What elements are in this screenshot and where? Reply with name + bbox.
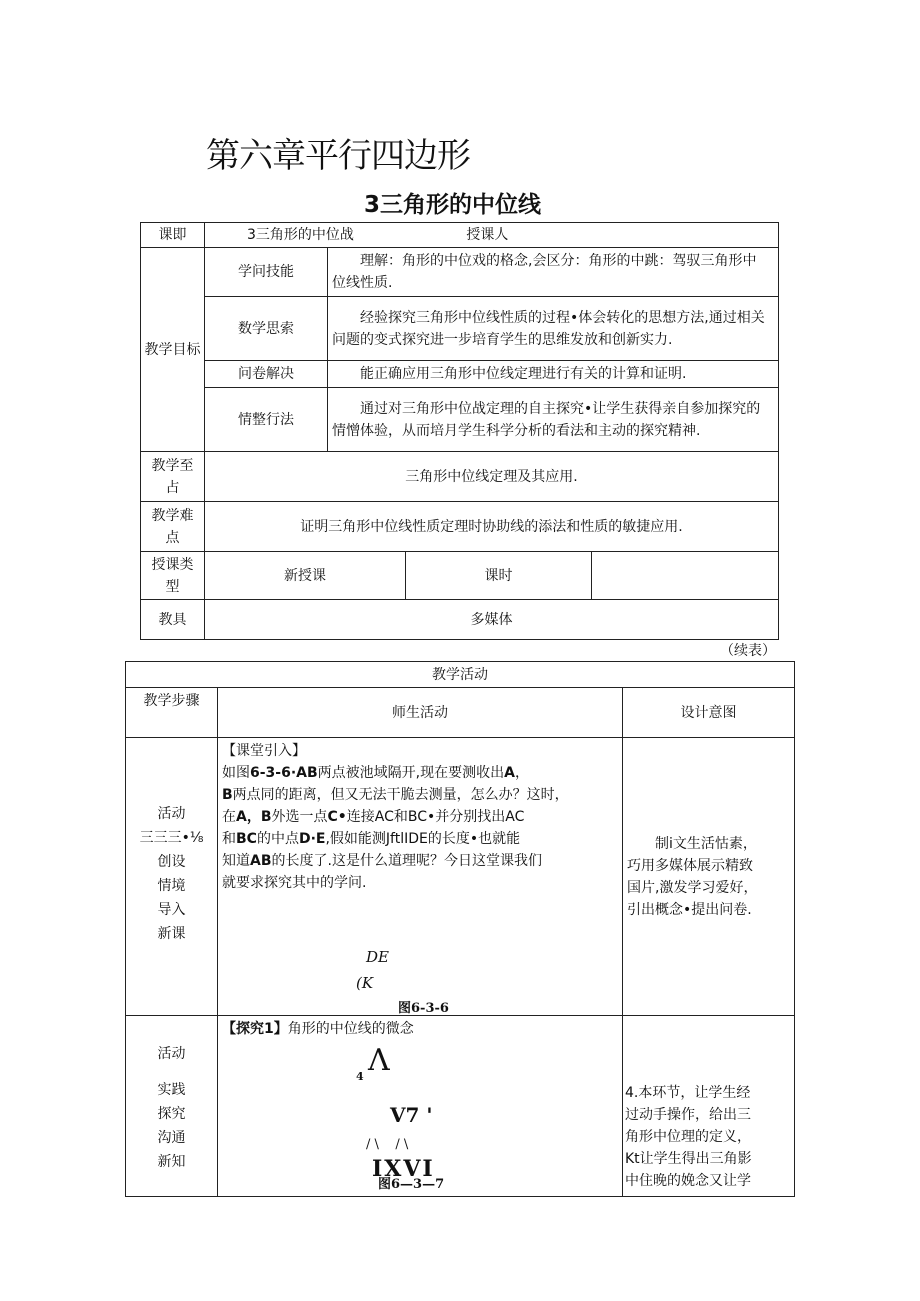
fig2-caption: 图6—3—7 bbox=[378, 1177, 445, 1192]
fig2-apex-a: Λ bbox=[368, 1043, 390, 1078]
key-point-text: 三角形中位线定理及其应用. bbox=[205, 452, 779, 502]
act2-step: 活动 实践 探究 沟通 新知 bbox=[126, 1016, 218, 1197]
act1-line: B两点同的距离，但又无法干脆去测量，怎么办？这时， bbox=[222, 787, 569, 803]
act1-design: 制i文生活怙素， 巧用多媒体展示精致 国片,激发学习爱好， 引出概念•提出问卷. bbox=[623, 738, 795, 1016]
class-type-value: 新授课 bbox=[205, 552, 406, 600]
goal-text-knowledge: 理解：角形的中位戏的格念,会区分：角形的中跳：驾驭三角形中位线性质. bbox=[328, 248, 779, 297]
fig1-label-k: (K bbox=[356, 974, 374, 992]
goal-label-emotion: 情整行法 bbox=[205, 388, 328, 452]
fig2-label-v7: V7 ' bbox=[390, 1103, 433, 1127]
col-design-header: 设计意图 bbox=[623, 688, 795, 738]
continued-note: （续表） bbox=[720, 643, 776, 659]
act2-activity bbox=[218, 1016, 623, 1197]
section-title: 3三角形的中位线 bbox=[364, 192, 542, 218]
lesson-label: 课即 bbox=[141, 223, 205, 248]
goal-text-emotion: 通过对三角形中位战定理的自主探究•让学生获得亲自参加探究的情憎体验，从而培月学生科学分析的看法和主动的探究精神. bbox=[328, 388, 779, 452]
tools-value: 多媒体 bbox=[205, 600, 779, 640]
activity-table bbox=[125, 661, 795, 1197]
goal-text-thinking: 经验探究三角形中位线性质的过程•体会转化的思想方法,通过相关问题的变式探究进一步培育学生的思维发放和创新实力. bbox=[328, 297, 779, 361]
act1-heading: 【课堂引入】 bbox=[222, 743, 306, 759]
act2-design: 4.本环节，让学生经 过动手操作，给出三 角形中位理的定义， Kt让学生得出三角影 中住晚的娩念又让学 bbox=[623, 1016, 795, 1197]
goal-text-problem: 能正确应用三角形中位线定理进行有关的计算和证明. bbox=[328, 361, 779, 388]
col-step-header: 教学步骤 bbox=[126, 688, 218, 738]
act1-line: 知道AB的长度了.这是什么道理呢？今日这堂课我们 bbox=[222, 853, 542, 869]
fig2-label-4: 4 bbox=[356, 1070, 364, 1083]
chapter-title: 第六章平行四边形 bbox=[206, 136, 470, 176]
act2-heading: 【探究1】角形的中位线的微念 bbox=[222, 1021, 414, 1037]
fig1-label-de: DE bbox=[366, 948, 389, 966]
act1-line: 在A，B外选一点C•连接AC和BC•并分别找出AC bbox=[222, 809, 525, 825]
goal-label-problem: 问卷解决 bbox=[205, 361, 328, 388]
col-activity-header: 师生活动 bbox=[218, 688, 623, 738]
goal-label-thinking: 数学思索 bbox=[205, 297, 328, 361]
activity-header: 教学活动 bbox=[126, 662, 795, 688]
act1-activity bbox=[218, 738, 623, 1016]
class-hours-value bbox=[592, 552, 779, 600]
act1-line: 就要求探究其中的学问. bbox=[222, 875, 367, 891]
act1-line: 和BC的中点D·E,假如能测JftlIDE的长度•也就能 bbox=[222, 831, 521, 847]
goals-label: 教学目标 bbox=[141, 248, 205, 452]
tools-label: 教具 bbox=[141, 600, 205, 640]
lesson-info-table bbox=[140, 222, 779, 640]
class-hours-label: 课时 bbox=[406, 552, 592, 600]
lesson-value: 3三角形的中位战 bbox=[247, 227, 354, 243]
fig1-caption: 图6-3-6 bbox=[398, 1001, 449, 1016]
difficulty-text: 证明三角形中位线性质定理时协助线的添法和性质的敏捷应用. bbox=[205, 502, 779, 552]
fig2-bottom: IXVI bbox=[372, 1156, 435, 1182]
act1-step: 活动 三三三•⅛ 创设 情境 导入 新课 bbox=[126, 738, 218, 1016]
fig2-slashes: / \ / \ bbox=[366, 1137, 409, 1152]
difficulty-label: 教学难 点 bbox=[141, 502, 205, 552]
act1-line: 如图6-3-6·AB两点被池域隔开,现在要测收出A， bbox=[222, 765, 529, 781]
class-type-label: 授课类 型 bbox=[141, 552, 205, 600]
goal-label-knowledge: 学问技能 bbox=[205, 248, 328, 297]
lesson-row bbox=[205, 223, 779, 248]
key-point-label: 教学至 占 bbox=[141, 452, 205, 502]
teacher-label: 授课人 bbox=[466, 227, 509, 243]
